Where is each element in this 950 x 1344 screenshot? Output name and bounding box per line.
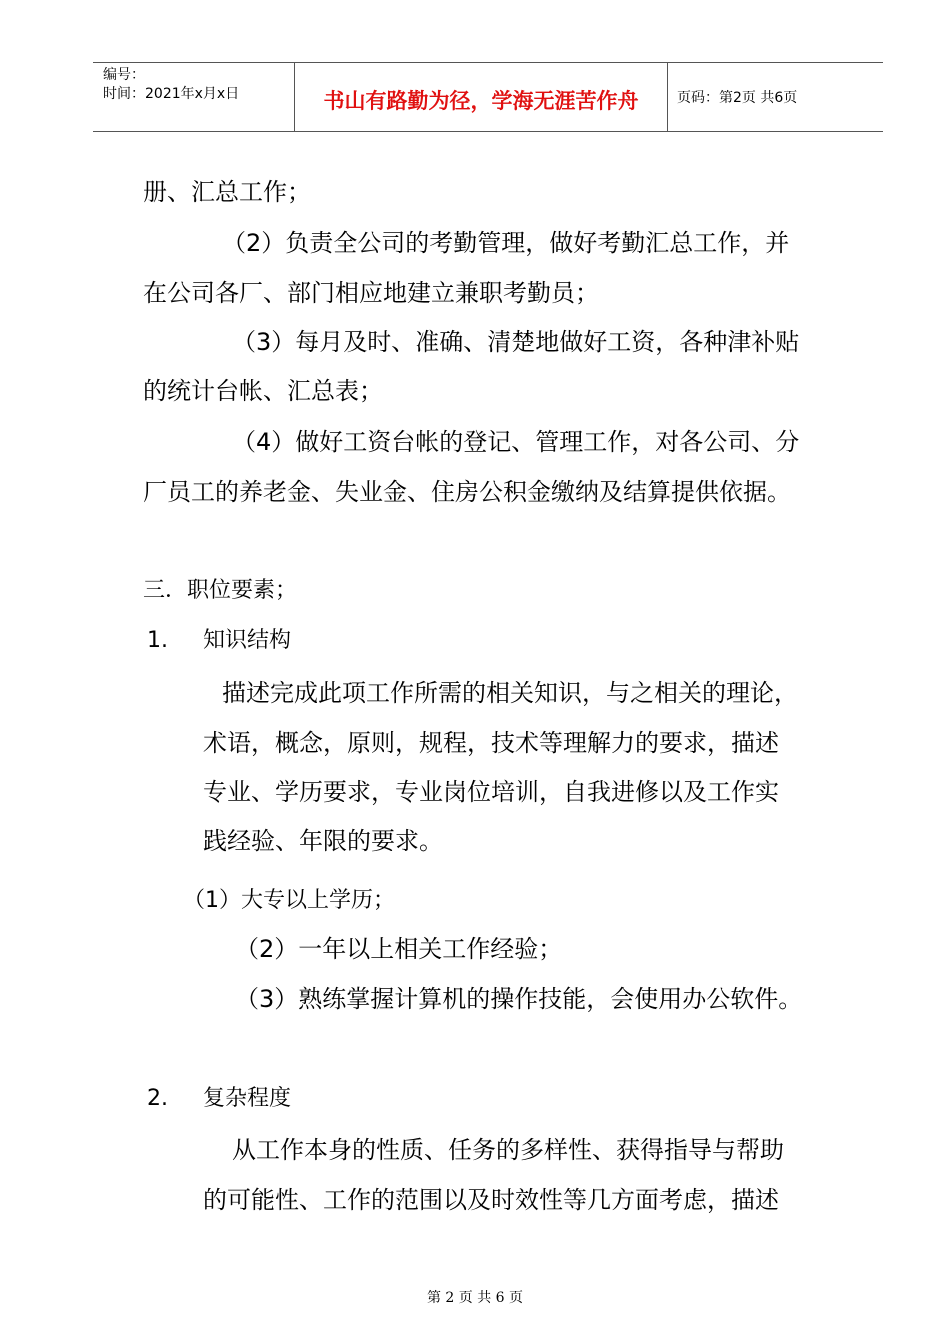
- page-footer: 第 2 页 共 6 页: [426, 1290, 524, 1306]
- header-info-cell: [93, 63, 295, 131]
- body-line: （2）负责全公司的考勤管理，做好考勤汇总工作，并: [222, 229, 790, 257]
- desc-line: 专业、学历要求，专业岗位培训，自我进修以及工作实: [203, 778, 779, 806]
- header-page-label: 页码：第2页 共6页: [677, 90, 798, 106]
- desc-line: 践经验、年限的要求。: [203, 827, 443, 855]
- body-line: 厂员工的养老金、失业金、住房公积金缴纳及结算提供依据。: [143, 478, 791, 506]
- desc-line: 描述完成此项工作所需的相关知识，与之相关的理论，: [222, 679, 798, 707]
- section-heading: 三．职位要素；: [143, 578, 298, 603]
- header-page-cell: [668, 63, 883, 131]
- desc-line: 术语，概念，原则，规程，技术等理解力的要求，描述: [203, 729, 779, 757]
- serial-label: 编号：: [103, 67, 145, 83]
- header-motto-cell: [295, 63, 668, 131]
- requirement-line: （1）大专以上学历；: [183, 888, 395, 913]
- desc-line: 的可能性、工作的范围以及时效性等几方面考虑，描述: [203, 1186, 779, 1214]
- desc-line: 从工作本身的性质、任务的多样性、获得指导与帮助: [232, 1136, 784, 1164]
- body-line: （3）每月及时、准确、清楚地做好工资，各种津补贴: [232, 328, 800, 356]
- time-label: 时间：2021年x月x日: [103, 86, 240, 102]
- item-title: 知识结构: [203, 628, 292, 653]
- body-line: 在公司各厂、部门相应地建立兼职考勤员；: [143, 279, 599, 307]
- body-line: 的统计台帐、汇总表；: [143, 377, 383, 405]
- item-number: 2.: [147, 1086, 168, 1111]
- page-header: [93, 62, 883, 132]
- item-title: 复杂程度: [203, 1086, 292, 1111]
- body-line: 册、汇总工作；: [143, 178, 311, 206]
- body-line: （4）做好工资台帐的登记、管理工作，对各公司、分: [232, 428, 800, 456]
- item-number: 1.: [147, 628, 168, 653]
- requirement-line: （2）一年以上相关工作经验；: [235, 935, 563, 963]
- requirement-line: （3）熟练掌握计算机的操作技能，会使用办公软件。: [235, 985, 803, 1013]
- header-motto: 书山有路勤为径，学海无涯苦作舟: [323, 89, 639, 113]
